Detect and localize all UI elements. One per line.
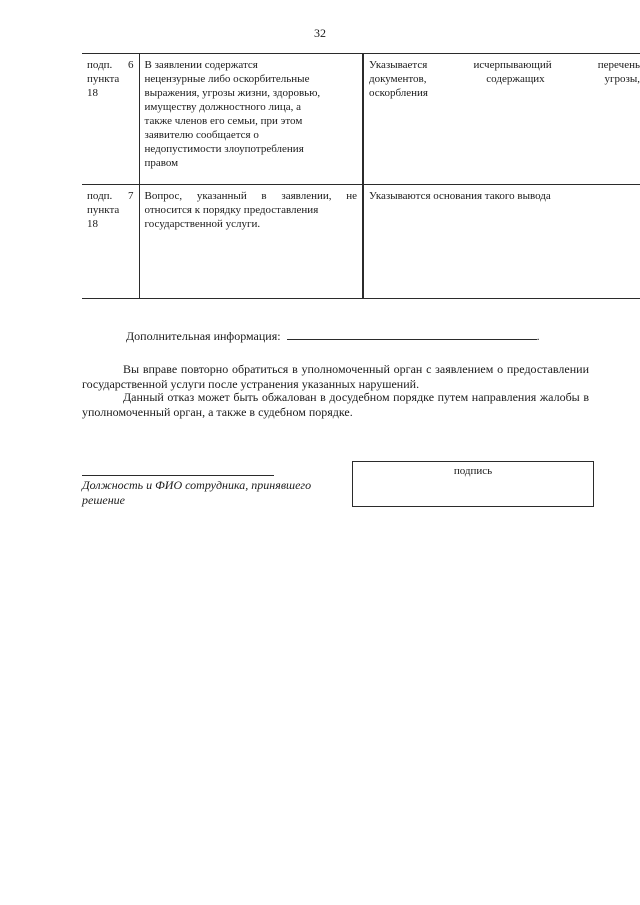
reason-line: недопустимости злоупотребления — [144, 143, 304, 155]
basis-number: 6 — [128, 59, 134, 71]
reason-cell — [139, 185, 363, 299]
additional-info-blank — [287, 328, 537, 340]
additional-info-label: Дополнительная информация: — [126, 329, 281, 343]
explain-text: Указываются основания такого вывода — [369, 190, 551, 202]
basis-point: пункта — [87, 73, 120, 85]
reason-line: Вопрос, указанный в заявлении, не — [144, 190, 357, 202]
explain-word: угрозы, — [604, 73, 640, 85]
basis-point: пункта — [87, 204, 120, 216]
basis-word: подп. — [87, 190, 113, 202]
explanation-cell — [363, 185, 640, 299]
basis-number: 7 — [128, 190, 134, 202]
additional-info — [126, 328, 540, 344]
basis-word: подп. — [87, 59, 113, 71]
appeal-paragraph: Данный отказ может быть обжалован в досудебном порядке путем направления жалобы в уполномоченный орган, а также в судебном порядке. — [82, 390, 589, 419]
basis-cell — [82, 54, 139, 185]
reason-line: нецензурные либо оскорбительные — [144, 73, 310, 85]
reason-line: выражения, угрозы жизни, здоровью, — [144, 87, 321, 99]
additional-info-end: . — [536, 329, 540, 343]
reason-line: имуществу должностного лица, а — [144, 101, 302, 113]
reason-line: относится к порядку предоставления — [144, 204, 319, 216]
explain-word: исчерпывающий — [473, 59, 552, 71]
explain-word: Указывается — [369, 59, 428, 71]
page-number: 32 — [314, 26, 326, 40]
signature-box — [352, 461, 594, 507]
signature-label: подпись — [453, 465, 493, 477]
refusal-reasons-table — [82, 53, 640, 299]
reason-line: государственной услуги. — [144, 218, 261, 230]
reason-cell — [139, 54, 363, 185]
reason-line: В заявлении содержатся — [144, 59, 258, 71]
explanation-cell — [363, 54, 640, 185]
explain-word: перечень — [597, 59, 640, 71]
table-row — [82, 54, 640, 185]
basis-point-number: 18 — [87, 87, 98, 99]
reason-line: правом — [144, 157, 179, 169]
explain-word: содержащих — [486, 73, 545, 85]
official-label: Должность и ФИО сотрудника, принявшего решение — [82, 478, 312, 507]
basis-cell — [82, 185, 139, 299]
explain-word: документов, — [369, 73, 427, 85]
basis-point-number: 18 — [87, 218, 98, 230]
official-signature-line — [82, 475, 274, 476]
reason-line: заявителю сообщается о — [144, 129, 259, 141]
explain-line: оскорбления — [369, 87, 428, 99]
table-row — [82, 185, 640, 299]
reason-line: также членов его семьи, при этом — [144, 115, 303, 127]
reapply-paragraph: Вы вправе повторно обратиться в уполномоченный орган с заявлением о предоставлении государственной услуги после устранения указанных нарушений. — [82, 362, 589, 391]
